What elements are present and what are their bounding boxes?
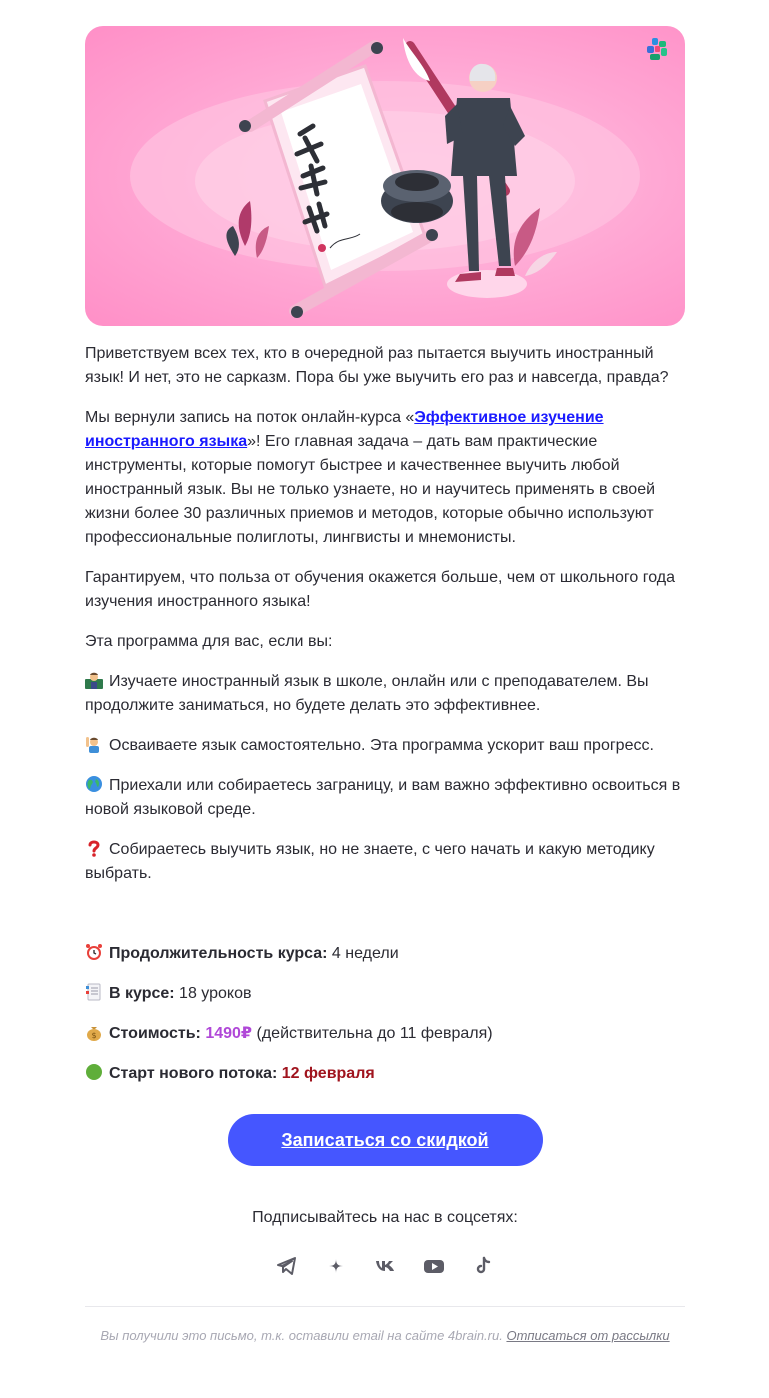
detail-price [85, 1022, 685, 1046]
alarm-clock-emoji-icon [85, 943, 103, 961]
intro-paragraph-3: Гарантируем, что польза от обучения окажется больше, чем от школьного года изучения иностранного языка! [85, 569, 675, 610]
detail-duration [85, 942, 685, 966]
tiktok-icon[interactable] [471, 1254, 495, 1278]
svg-text:$: $ [91, 1031, 97, 1040]
hero-banner [85, 26, 685, 326]
price-label: Стоимость: [109, 1025, 201, 1042]
footer-divider [85, 1306, 685, 1307]
social-links [85, 1254, 685, 1278]
audience-item-start [85, 838, 685, 886]
start-label: Старт нового потока: [109, 1065, 278, 1082]
audience-text-start: Собираетесь выучить язык, но не знаете, с чего начать и какую методику выбрать. [85, 841, 655, 882]
intro-p2-after: »! Его главная задача – дать вам практические инструменты, которые помогут быстрее и качественнее выучить любой иностранный язык. Вы не только узнаете, но и научитесь применять в своей жизни более 30 различных приемов и методов, которые обычно используют профессиональные полиглоты, лингвисты и мнемонисты. [85, 433, 656, 546]
start-value: 12 февраля [281, 1065, 375, 1082]
scroll-calligraphy-illustration [85, 26, 685, 326]
youtube-icon[interactable] [422, 1254, 446, 1278]
green-circle-emoji-icon [85, 1063, 103, 1081]
4brain-logo-icon [645, 37, 669, 61]
money-bag-emoji-icon [85, 1023, 103, 1041]
detail-lessons [85, 982, 685, 1006]
raising-hand-emoji-icon [85, 735, 103, 753]
question-mark-emoji-icon [85, 839, 103, 857]
detail-start [85, 1062, 685, 1086]
price-note: (действительна до 11 февраля) [252, 1025, 493, 1042]
lessons-label: В курсе: [109, 985, 175, 1002]
spacer [85, 886, 685, 942]
social-title: Подписывайтесь на нас в соцсетях: [252, 1209, 518, 1226]
vk-icon[interactable] [373, 1254, 397, 1278]
audience-text-school: Изучаете иностранный язык в школе, онлайн или с преподавателем. Вы продолжите заниматься, но будете делать это эффективнее. [85, 673, 649, 714]
price-value: 1490₽ [205, 1025, 253, 1042]
duration-value: 4 недели [327, 945, 399, 962]
unsubscribe-link[interactable]: Отписаться от рассылки [506, 1328, 670, 1343]
duration-label: Продолжительность курса: [109, 945, 328, 962]
intro-paragraph-2 [85, 406, 685, 550]
bookmark-tabs-emoji-icon [85, 983, 103, 1001]
signup-discount-button[interactable]: Записаться со скидкой [228, 1114, 543, 1166]
globe-emoji-icon [85, 775, 103, 793]
course-link[interactable]: Эффективное изучение иностранного языка [85, 409, 604, 450]
audience-item-self [85, 734, 685, 758]
telegram-icon[interactable] [275, 1254, 299, 1278]
email-body [85, 0, 685, 1345]
dzen-icon[interactable] [324, 1254, 348, 1278]
lessons-value: 18 уроков [174, 985, 252, 1002]
footer-text: Вы получили это письмо, т.к. оставили email на сайте 4brain.ru. [100, 1328, 507, 1343]
intro-paragraph-1: Приветствуем всех тех, кто в очередной раз пытается выучить иностранный язык! И нет, это не сарказм. Пора бы уже выучить его раз и навсегда, правда? [85, 345, 669, 386]
audience-heading: Эта программа для вас, если вы: [85, 633, 333, 650]
audience-item-school [85, 670, 685, 718]
cta-row [85, 1114, 685, 1166]
intro-p2-before: Мы вернули запись на поток онлайн-курса « [85, 409, 415, 426]
teacher-emoji-icon [85, 671, 103, 689]
audience-text-abroad: Приехали или собираетесь заграницу, и вам важно эффективно освоиться в новой языковой среде. [85, 777, 681, 818]
audience-text-self: Осваиваете язык самостоятельно. Эта программа ускорит ваш прогресс. [109, 737, 654, 754]
footer-note [85, 1327, 685, 1345]
audience-item-abroad [85, 774, 685, 822]
